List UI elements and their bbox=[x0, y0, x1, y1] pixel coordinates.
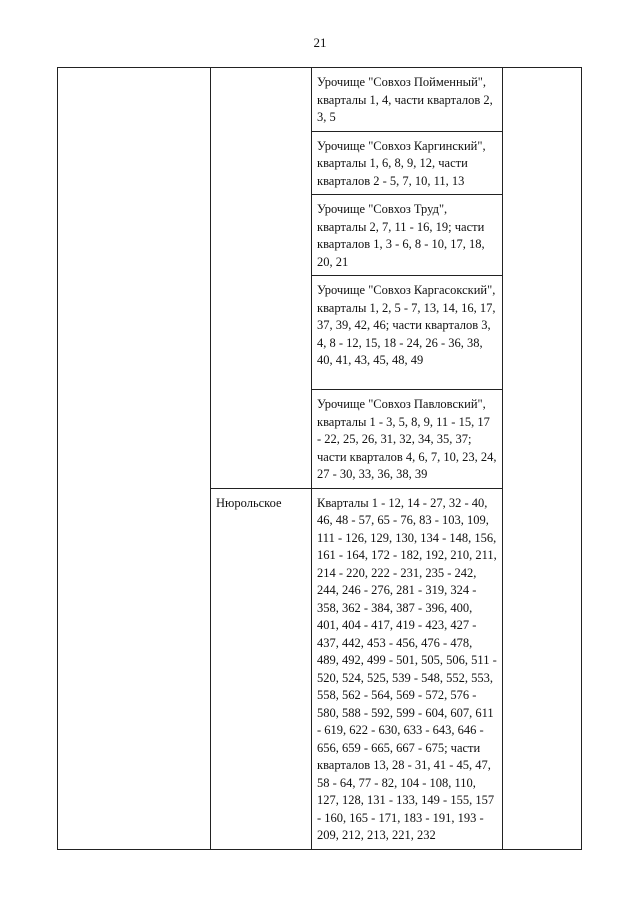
quarters-description-cell: Урочище "Совхоз Павловский", кварталы 1 - 3, 5, 8, 9, 11 - 15, 17 - 22, 25, 26, 31, 32, 34, 35, 37; части кварталов 4, 6, 7, 10, 23, 24, 27 - 30, 33, 36, 38, 39 bbox=[312, 390, 503, 489]
quarters-description-cell: Урочище "Совхоз Труд", кварталы 2, 7, 11 - 16, 19; части кварталов 1, 3 - 6, 8 - 10, 17, 18, 20, 21 bbox=[312, 195, 503, 276]
district-cell: Нюрольское bbox=[211, 488, 312, 849]
quarters-description-cell: Урочище "Совхоз Пойменный", кварталы 1, 4, части кварталов 2, 3, 5 bbox=[312, 68, 503, 132]
page-number: 21 bbox=[313, 35, 327, 50]
merged-last-column-cell bbox=[503, 68, 582, 850]
merged-first-column-cell bbox=[58, 68, 211, 850]
district-cell bbox=[211, 68, 312, 489]
forest-quarters-table bbox=[57, 67, 582, 850]
quarters-description-cell: Урочище "Совхоз Каргасокский", кварталы 1, 2, 5 - 7, 13, 14, 16, 17, 37, 39, 42, 46; части кварталов 3, 4, 8 - 12, 15, 18 - 24, 26 - 36, 38, 40, 41, 43, 45, 48, 49 bbox=[312, 276, 503, 390]
quarters-description-cell: Урочище "Совхоз Каргинский", кварталы 1, 6, 8, 9, 12, части кварталов 2 - 5, 7, 10, 11, 13 bbox=[312, 131, 503, 195]
quarters-description-cell: Кварталы 1 - 12, 14 - 27, 32 - 40, 46, 48 - 57, 65 - 76, 83 - 103, 109, 111 - 126, 129, 130, 134 - 148, 156, 161 - 164, 172 - 182, 192, 210, 211, 214 - 220, 222 - 231, 235 - 242, 244, 246 - 276, 281 - 319, 324 - 358, 362 - 384, 387 - 396, 400, 401, 404 - 417, 419 - 423, 427 - 437, 442, 453 - 456, 476 - 478, 489, 492, 499 - 501, 505, 506, 511 - 520, 524, 525, 539 - 548, 552, 553, 558, 562 - 564, 569 - 572, 576 - 580, 588 - 592, 599 - 604, 607, 611 - 619, 622 - 630, 633 - 643, 646 - 656, 659 - 665, 667 - 675; части кварталов 13, 28 - 31, 41 - 45, 47, 58 - 64, 77 - 82, 104 - 108, 110, 127, 128, 131 - 133, 149 - 155, 157 - 160, 165 - 171, 183 - 191, 193 - 209, 212, 213, 221, 232 bbox=[312, 488, 503, 849]
table-row bbox=[58, 68, 582, 132]
